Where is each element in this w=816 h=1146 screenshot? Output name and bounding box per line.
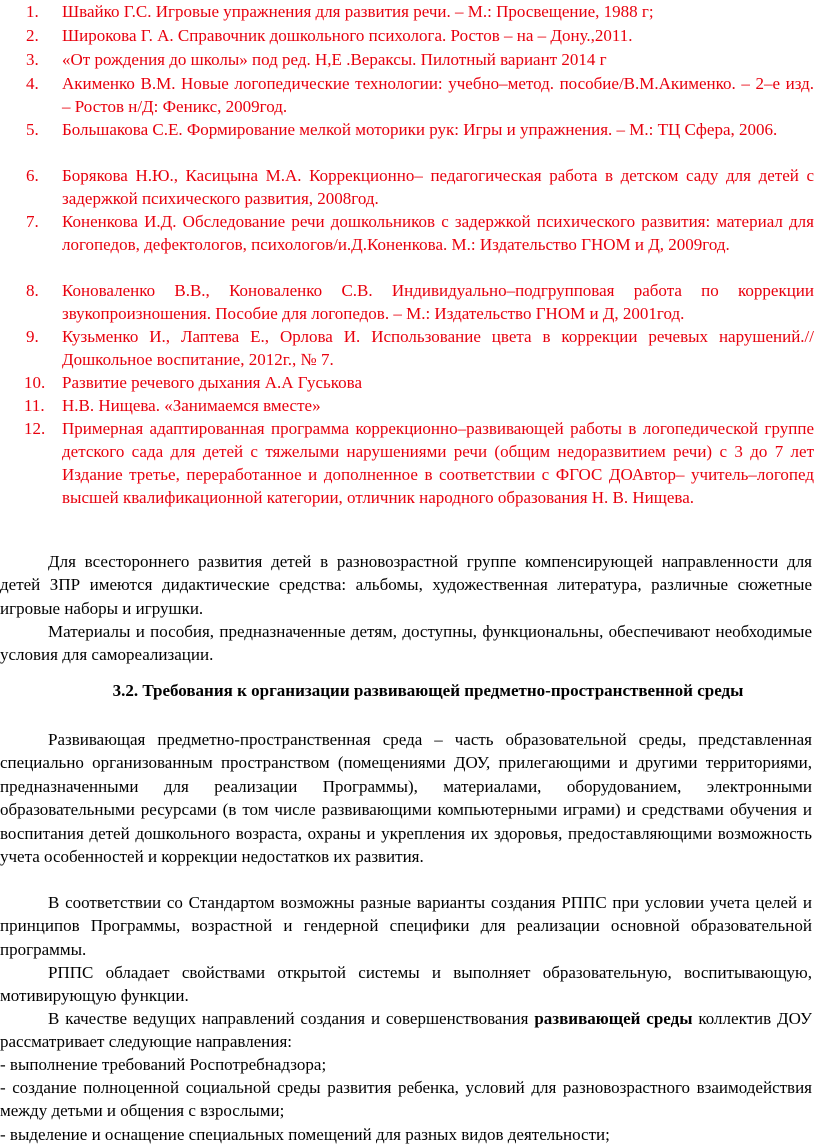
reference-number: 3.	[26, 50, 39, 69]
reference-item-2	[0, 24, 816, 47]
reference-item-1	[0, 0, 816, 23]
reference-text: Акименко В.М. Новые логопедические технологии: учебно–метод. пособие/В.М.Акименко. – 2–е изд. – Ростов н/Д: Феникс, 2009год.	[62, 74, 814, 116]
reference-number: 8.	[26, 281, 39, 300]
reference-number: 12.	[24, 419, 46, 438]
reference-text: Коненкова И.Д. Обследование речи дошкольников с задержкой психического развития: материал для логопедов, дефектологов, психологов/и.Д.Коненкова. М.: Издательство ГНОМ и Д, 2009год.	[62, 212, 814, 254]
reference-number: 7.	[26, 212, 39, 231]
reference-text: «От рождения до школы» под ред. Н,Е .Вераксы. Пилотный вариант 2014 г	[62, 50, 607, 69]
paragraph-leading-directions	[0, 1007, 812, 1054]
reference-number: 9.	[26, 327, 39, 346]
reference-item-5	[0, 118, 816, 164]
reference-item-3	[0, 48, 816, 71]
reference-item-4	[0, 72, 816, 118]
reference-number: 5.	[26, 120, 39, 139]
reference-item-8	[0, 279, 816, 325]
reference-item-11	[0, 394, 816, 417]
reference-text: Большакова С.Е. Формирование мелкой моторики рук: Игры и упражнения. – М.: ТЦ Сфера, 2006.	[62, 120, 778, 139]
reference-number: 10.	[24, 373, 46, 392]
reference-number: 11.	[24, 396, 45, 415]
reference-item-9	[0, 325, 816, 371]
reference-number: 4.	[26, 74, 39, 93]
reference-text: Развитие речевого дыхания А.А Гуськова	[62, 373, 363, 392]
reference-text: Примерная адаптированная программа коррекционно–развивающей работы в логопедической группе детского сада для детей с тяжелыми нарушениями речи (общим недоразвитием речи) с 3 до 7 лет Издание третье, переработанное и дополненное в соответствии с ФГОС ДОАвтор– учитель–логопед высшей квалификационной категории, отличник народного образования Н. В. Нищева.	[62, 419, 814, 507]
section-heading: 3.2. Требования к организации развивающей предметно-пространственной среды	[112, 681, 744, 700]
list-item-special-rooms: - выделение и оснащение специальных помещений для разных видов деятельности;	[0, 1125, 610, 1144]
reference-item-12	[0, 417, 816, 532]
directions-text-start: В качестве ведущих направлений создания и совершенствования	[48, 1009, 535, 1028]
reference-number: 6.	[26, 166, 39, 185]
paragraph-didactic-materials: Для всестороннего развития детей в разновозрастной группе компенсирующей направленности для детей ЗПР имеются дидактические средства: альбомы, художественная литература, различные сюжетные игровые наборы и игрушки.	[0, 552, 812, 618]
list-item-social-environment: - создание полноценной социальной среды развития ребенка, условий для разновозрастного взаимодействия между детьми и общения с взрослыми;	[0, 1078, 812, 1121]
reference-text: Н.В. Нищева. «Занимаемся вместе»	[62, 396, 321, 415]
reference-item-7	[0, 210, 816, 279]
paragraph-environment-definition: Развивающая предметно-пространственная среда – часть образовательной среды, представленная специально организованным пространством (помещениями ДОУ, прилегающими и другими территориями, предназначенными для реализации Программы), материалами, оборудованием, электронными образовательными ресурсами (в том числе развивающими компьютерными играми) и средствами обучения и воспитания детей дошкольного возраста, охраны и укрепления их здоровья, предоставляющими возможность учета особенностей и коррекции недостатков их развития.	[0, 730, 812, 867]
reference-text: Широкова Г. А. Справочник дошкольного психолога. Ростов – на – Дону.,2011.	[62, 26, 633, 45]
paragraph-standard-variants: В соответствии со Стандартом возможны разные варианты создания РППС при условии учета целей и принципов Программы, возрастной и гендерной специфики для реализации основной образовательной программы.	[0, 893, 812, 959]
reference-item-6	[0, 164, 816, 210]
reference-number: 1.	[26, 2, 39, 21]
reference-text: Швайко Г.С. Игровые упражнения для развития речи. – М.: Просвещение, 1988 г;	[62, 2, 654, 21]
reference-number: 2.	[26, 26, 39, 45]
directions-text-bold: развивающей среды	[534, 1009, 693, 1028]
paragraph-rpps-properties: РППС обладает свойствами открытой системы и выполняет образовательную, воспитывающую, мотивирующую функции.	[0, 963, 812, 1006]
directions-text-end: коллектив ДОУ рассматривает следующие направления:	[0, 1009, 812, 1052]
reference-text: Коноваленко В.В., Коноваленко С.В. Индивидуально–подгрупповая работа по коррекции звукопроизношения. Пособие для логопедов. – М.: Издательство ГНОМ и Д, 2001год.	[62, 281, 814, 323]
reference-text: Борякова Н.Ю., Касицына М.А. Коррекционно– педагогическая работа в детском саду для детей с задержкой психического развития, 2008год.	[62, 166, 814, 208]
reference-text: Кузьменко И., Лаптева Е., Орлова И. Использование цвета в коррекции речевых нарушений.//Дошкольное воспитание, 2012г., № 7.	[62, 327, 814, 369]
paragraph-materials-accessibility: Материалы и пособия, предназначенные детям, доступны, функциональны, обеспечивают необходимые условия для самореализации.	[0, 622, 812, 665]
list-item-rospotrebnadzor: - выполнение требований Роспотребнадзора;	[0, 1055, 327, 1074]
reference-item-10	[0, 371, 816, 394]
